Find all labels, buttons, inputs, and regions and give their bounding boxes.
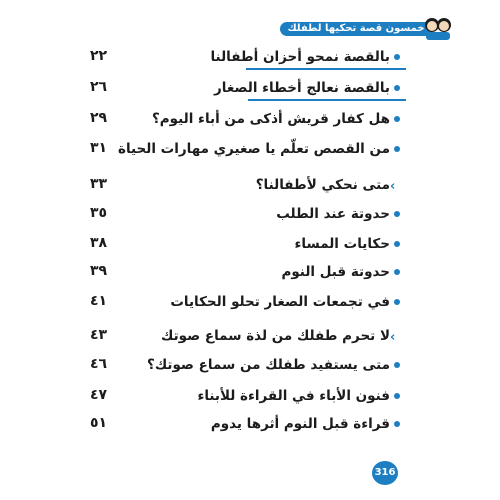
toc-page-number: ٤٣: [90, 327, 108, 343]
bullet-dot-icon: [394, 116, 400, 122]
bullet-dot-icon: [394, 269, 400, 275]
toc-entry: [90, 289, 390, 315]
toc-entry: [90, 231, 390, 257]
toc-page-number: ٣٩: [90, 263, 108, 279]
toc-entry-title: حدوتة قبل النوم: [281, 264, 390, 280]
bullet-dot-icon: [394, 393, 400, 399]
toc-entry-title: هل كفار قريش أذكى من أباء اليوم؟: [151, 111, 390, 127]
toc-entry-title: في تجمعات الصغار تحلو الحكايات: [170, 294, 390, 310]
kids-icon: [422, 16, 454, 40]
toc-page-number: ٤١: [90, 293, 108, 309]
page-number-badge: 316: [372, 461, 398, 485]
toc-entry: [90, 44, 390, 70]
toc-entry-title: متى يستفيد طفلك من سماع صوتك؟: [147, 357, 390, 373]
toc-page-number: ٤٧: [90, 387, 108, 403]
title-underline: [246, 68, 406, 70]
bullet-dot-icon: [394, 299, 400, 305]
bullet-dot-icon: [394, 211, 400, 217]
toc-entry-title: بالقصة نمحو أحزان أطفالنا: [210, 49, 390, 65]
toc-page-number: ٣١: [90, 140, 108, 156]
toc-entry: [90, 411, 390, 437]
toc-entry-title: قراءة قبل النوم أثرها يدوم: [210, 416, 390, 432]
toc-page-number: ٤٦: [90, 356, 108, 372]
toc-entry-title: حكايات المساء: [294, 236, 390, 252]
title-underline: [248, 99, 406, 101]
bullet-dot-icon: [394, 362, 400, 368]
toc-entry: [90, 172, 390, 198]
book-header: [276, 16, 454, 38]
bullet-dot-icon: [394, 241, 400, 247]
toc-page-number: ٣٥: [90, 205, 108, 221]
toc-entry-title: بالقصة نعالج أخطاء الصغار: [213, 80, 390, 96]
book-title: خمسون قصة تحكيها لطفلك: [280, 22, 432, 36]
toc-entry: [90, 259, 390, 285]
toc-page-number: ٢٢: [90, 48, 108, 64]
toc-page-number: ٢٩: [90, 110, 108, 126]
chevron-icon: ‹: [390, 330, 396, 345]
toc-page-number: ٣٨: [90, 235, 108, 251]
toc-page-number: ٢٦: [90, 79, 108, 95]
toc-entry-title: متى نحكي لأطفالنا؟: [255, 177, 390, 193]
bullet-dot-icon: [394, 85, 400, 91]
bullet-dot-icon: [394, 146, 400, 152]
toc-entry-title: حدوتة عند الطلب: [276, 206, 390, 222]
toc-entry-title: فنون الأباء في القراءة للأبناء: [197, 388, 390, 404]
toc-entry: [90, 323, 390, 349]
toc-entry: [90, 352, 390, 378]
bullet-dot-icon: [394, 421, 400, 427]
bullet-dot-icon: [394, 54, 400, 60]
toc-entry-title: لا تحرم طفلك من لذة سماع صوتك: [161, 328, 390, 344]
toc-page-number: ٥١: [90, 415, 108, 431]
toc-entry: [90, 383, 390, 409]
toc-entry: [90, 75, 390, 101]
toc-entry: [90, 201, 390, 227]
toc-entry-title: من القصص تعلّم يا صغيري مهارات الحياة: [118, 141, 390, 157]
toc-page-number: ٣٣: [90, 176, 108, 192]
toc-entry: [90, 106, 390, 132]
toc-entry: [90, 136, 390, 162]
chevron-icon: ‹: [390, 179, 396, 194]
